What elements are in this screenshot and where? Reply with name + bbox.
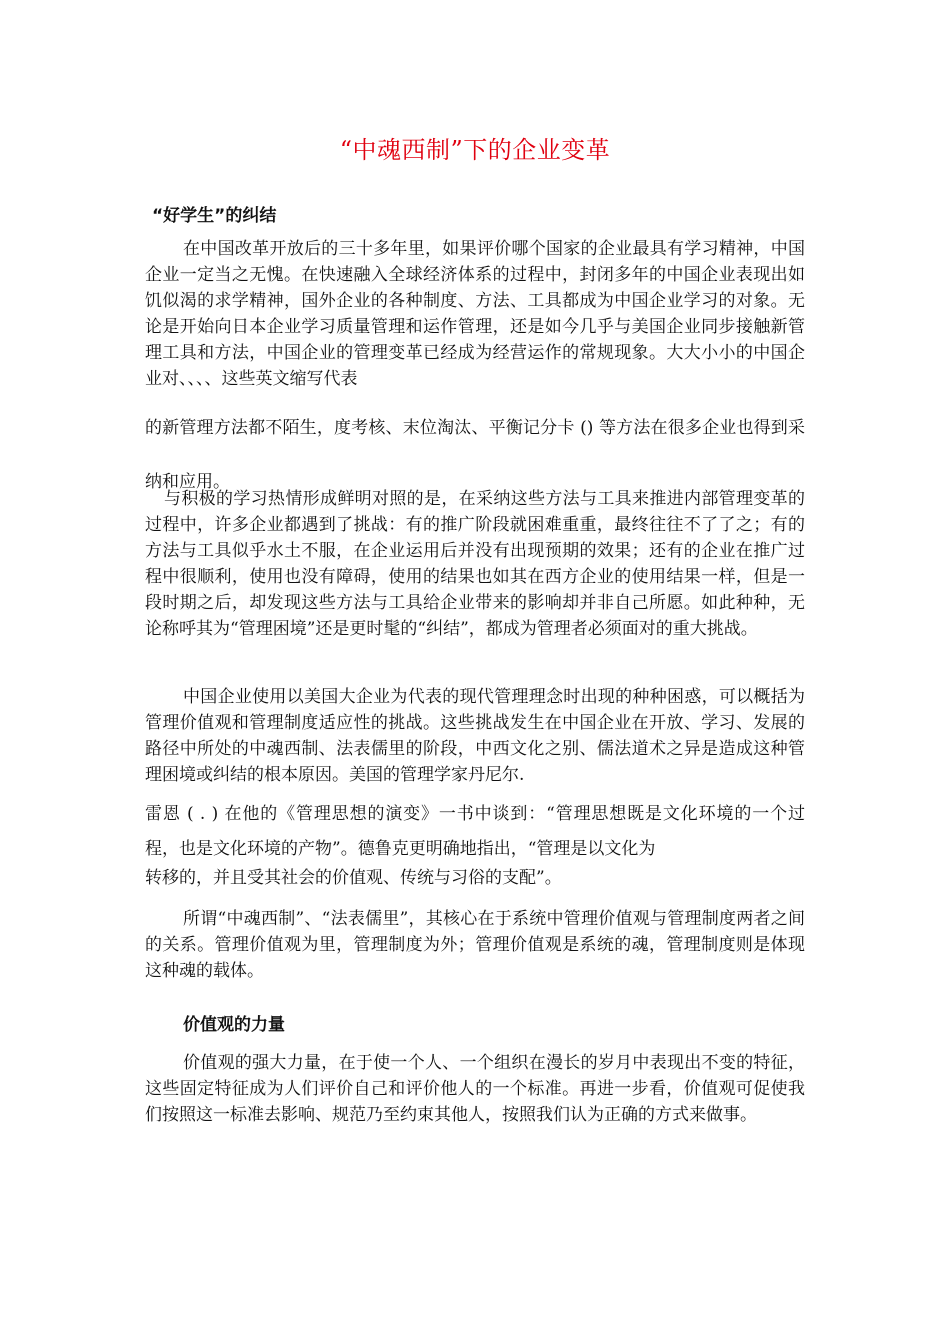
paragraph-5: 价值观的强大力量，在于使一个人、一个组织在漫长的岁月中表现出不变的特征，这些固定特征成为人们评价自己和评价他人的一个标准。再进一步看，价值观可促使我们按照这一标准去影响、规范乃至约束其他人，按照我们认为正确的方式来做事。	[145, 1053, 805, 1125]
section-heading-values: 价值观的力量	[183, 1015, 285, 1035]
page-title: “中魂西制”下的企业变革	[339, 136, 611, 164]
paragraph-4: 所谓“中魂西制”、“法表儒里”，其核心在于系统中管理价值观与管理制度两者之间的关系。管理价值观为里，管理制度为外；管理价值观是系统的魂，管理制度则是体现这种魂的载体。	[145, 909, 805, 981]
section-heading-good-student: “好学生”的纠结	[152, 206, 277, 226]
paragraph-3: 中国企业使用以美国大企业为代表的现代管理理念时出现的种种困惑，可以概括为管理价值观和管理制度适应性的挑战。这些挑战发生在中国企业在开放、学习、发展的路径中所处的中魂西制、法表儒里的阶段，中西文化之别、儒法道术之异是造成这种管理困境或纠结的根本原因。美国的管理学家丹尼尔.	[145, 687, 805, 785]
paragraph-2: 与积极的学习热情形成鲜明对照的是，在采纳这些方法与工具来推进内部管理变革的过程中，许多企业都遇到了挑战：有的推广阶段就困难重重，最终往往不了了之；有的方法与工具似乎水土不服，在企业运用后并没有出现预期的效果；还有的企业在推广过程中很顺利，使用也没有障碍，使用的结果也如其在西方企业的使用结果一样，但是一段时期之后，却发现这些方法与工具给企业带来的影响却并非自己所愿。如此种种，无论称呼其为“管理困境”还是更时髦的“纠结”，都成为管理者必须面对的重大挑战。	[145, 489, 805, 639]
paragraph-3-continued: 雷恩 ( . ) 在他的《管理思想的演变》一书中谈到：“管理思想既是文化环境的一个过程，也是文化环境的产物”。德鲁克更明确地指出，“管理是以文化为	[145, 804, 805, 859]
paragraph-3-end: 转移的，并且受其社会的价值观、传统与习俗的支配”。	[145, 868, 562, 888]
paragraph-1-continued: 的新管理方法都不陌生，度考核、末位淘汰、平衡记分卡 () 等方法在很多企业也得到采纳和应用。	[145, 418, 805, 492]
paragraph-1: 在中国改革开放后的三十多年里，如果评价哪个国家的企业最具有学习精神，中国企业一定当之无愧。在快速融入全球经济体系的过程中，封闭多年的中国企业表现出如饥似渴的求学精神，国外企业的各种制度、方法、工具都成为中国企业学习的对象。无论是开始向日本企业学习质量管理和运作管理，还是如今几乎与美国企业同步接触新管理工具和方法，中国企业的管理变革已经成为经营运作的常规现象。大大小小的中国企业对、、、、这些英文缩写代表	[145, 239, 805, 389]
